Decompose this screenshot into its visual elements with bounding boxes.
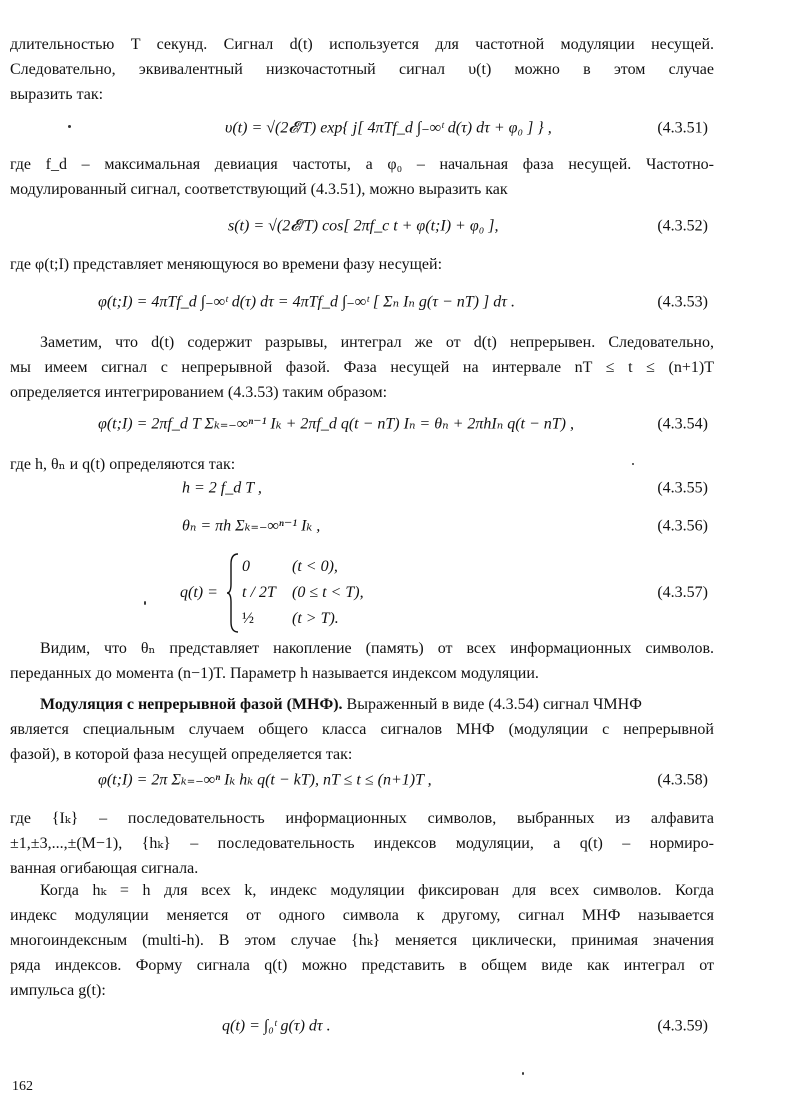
text-line: Когда hₖ = h для всех k, индекс модуляции фиксирован для всех символов. Когда xyxy=(40,882,714,899)
equation-4-3-56 xyxy=(0,506,796,546)
text-line: где {Iₖ} – последовательность информационных символов, выбранных из алфавита xyxy=(10,810,714,827)
paragraph-memory xyxy=(10,636,714,686)
text-line: длительностью T секунд. Сигнал d(t) используется для частотной модуляции несущей. xyxy=(10,36,714,53)
equation-4-3-57 xyxy=(0,550,796,636)
case-condition: (t > T). xyxy=(292,610,339,627)
case-value: 0 xyxy=(242,558,250,575)
paragraph-intro xyxy=(10,32,714,107)
equation-4-3-51 xyxy=(0,108,796,148)
text-line: Видим, что θₙ представляет накопление (память) от всех информационных символов. xyxy=(40,640,714,657)
text-line: Следовательно, эквивалентный низкочастотный сигнал υ(t) можно в этом случае xyxy=(10,61,714,78)
text-line: где φ(t;I) представляет меняющуюся во времени фазу несущей: xyxy=(10,256,443,273)
equation-number: (4.3.59) xyxy=(657,1017,708,1035)
equation-formula: q(t) = ∫₀ᵗ g(τ) dτ . xyxy=(222,1017,331,1035)
text-line: индекс модуляции меняется от одного символа к другому, сигнал МНФ называется xyxy=(10,907,714,924)
equation-formula: υ(t) = √(2𝓔/T) exp{ j[ 4πTf_d ∫₋∞ᵗ d(τ) dτ + φ₀ ] } , xyxy=(225,119,552,137)
piecewise-lhs: q(t) = xyxy=(180,584,218,601)
case-value: ½ xyxy=(242,610,254,627)
equation-4-3-55 xyxy=(0,468,796,508)
text-line: многоиндексным (multi-h). В этом случае {hₖ} меняется циклически, принимая значения xyxy=(10,932,714,949)
equation-number: (4.3.52) xyxy=(657,217,708,235)
text-line: Заметим, что d(t) содержит разрывы, интеграл же от d(t) непрерывен. Следовательно, xyxy=(40,334,714,351)
text-line: является специальным случаем общего класса сигналов МНФ (модуляции с непрерывной xyxy=(10,721,714,738)
equation-number: (4.3.57) xyxy=(657,584,708,601)
text-line: переданных до момента (n−1)T. Параметр h называется индексом модуляции. xyxy=(10,665,539,682)
text-line: ванная огибающая сигнала. xyxy=(10,860,199,877)
equation-formula: φ(t;I) = 2π Σₖ₌₋∞ⁿ Iₖ hₖ q(t − kT), nT ≤ t ≤ (n+1)T , xyxy=(98,771,432,789)
text-line: мы имеем сигнал с непрерывной фазой. Фаза несущей на интервале nT ≤ t ≤ (n+1)T xyxy=(10,359,714,376)
text-line: где f_d – максимальная девиация частоты, а φ₀ – начальная фаза несущей. Частотно- xyxy=(10,156,714,173)
text-line: ряда индексов. Форму сигнала q(t) можно представить в общем виде как интеграл от xyxy=(10,957,714,974)
equation-4-3-58 xyxy=(0,760,796,800)
equation-4-3-59 xyxy=(0,1006,796,1046)
equation-4-3-54 xyxy=(0,404,796,444)
text-line: модулированный сигнал, соответствующий (4.3.51), можно выразить как xyxy=(10,181,508,198)
paragraph-phase xyxy=(10,252,714,277)
paragraph-symbols xyxy=(10,806,714,881)
equation-number: (4.3.51) xyxy=(657,119,708,137)
text-span: Выраженный в виде (4.3.54) сигнал ЧМНФ xyxy=(342,696,642,713)
equation-4-3-52 xyxy=(0,206,796,246)
text-line: фазой), в которой фаза несущей определяется так: xyxy=(10,746,353,763)
page-number: 162 xyxy=(12,1079,33,1094)
text-line: определяется интегрированием (4.3.53) таким образом: xyxy=(10,384,388,401)
equation-number: (4.3.56) xyxy=(657,517,708,535)
scan-speck xyxy=(632,463,634,465)
case-condition: (0 ≤ t < T), xyxy=(292,584,364,601)
text-line: где h, θₙ и q(t) определяются так: xyxy=(10,456,236,473)
equation-number: (4.3.53) xyxy=(657,293,708,311)
text-line: ±1,±3,...,±(M−1), {hₖ} – последовательность индексов модуляции, а q(t) – нормиро- xyxy=(10,835,714,852)
case-value: t / 2T xyxy=(242,584,276,601)
equation-formula: θₙ = πh Σₖ₌₋∞ⁿ⁻¹ Iₖ , xyxy=(182,517,321,535)
scan-speck xyxy=(522,1072,524,1075)
paragraph-cpm xyxy=(10,692,714,767)
equation-formula: φ(t;I) = 2πf_d T Σₖ₌₋∞ⁿ⁻¹ Iₖ + 2πf_d q(t − nT) Iₙ = θₙ + 2πhIₙ q(t − nT) , xyxy=(98,415,574,433)
paragraph-continuous xyxy=(10,330,714,405)
equation-number: (4.3.54) xyxy=(657,415,708,433)
equation-formula: s(t) = √(2𝓔/T) cos[ 2πf_c t + φ(t;I) + φ₀ ], xyxy=(228,217,499,235)
equation-number: (4.3.58) xyxy=(657,771,708,789)
equation-formula: h = 2 f_d T , xyxy=(182,479,262,497)
paragraph-deviation xyxy=(10,152,714,202)
case-condition: (t < 0), xyxy=(292,558,338,575)
left-brace xyxy=(226,552,240,634)
text-line: выразить так: xyxy=(10,86,104,103)
section-heading: Модуляция с непрерывной фазой (МНФ). xyxy=(40,696,343,713)
text-line: импульса g(t): xyxy=(10,982,106,999)
text-line xyxy=(10,692,714,717)
equation-number: (4.3.55) xyxy=(657,479,708,497)
paragraph-multi-h xyxy=(10,878,714,1003)
scan-speck xyxy=(144,601,146,605)
equation-formula: φ(t;I) = 4πTf_d ∫₋∞ᵗ d(τ) dτ = 4πTf_d ∫₋∞ᵗ [ Σₙ Iₙ g(τ − nT) ] dτ . xyxy=(98,293,515,311)
scan-speck xyxy=(68,125,71,128)
equation-4-3-53 xyxy=(0,282,796,322)
